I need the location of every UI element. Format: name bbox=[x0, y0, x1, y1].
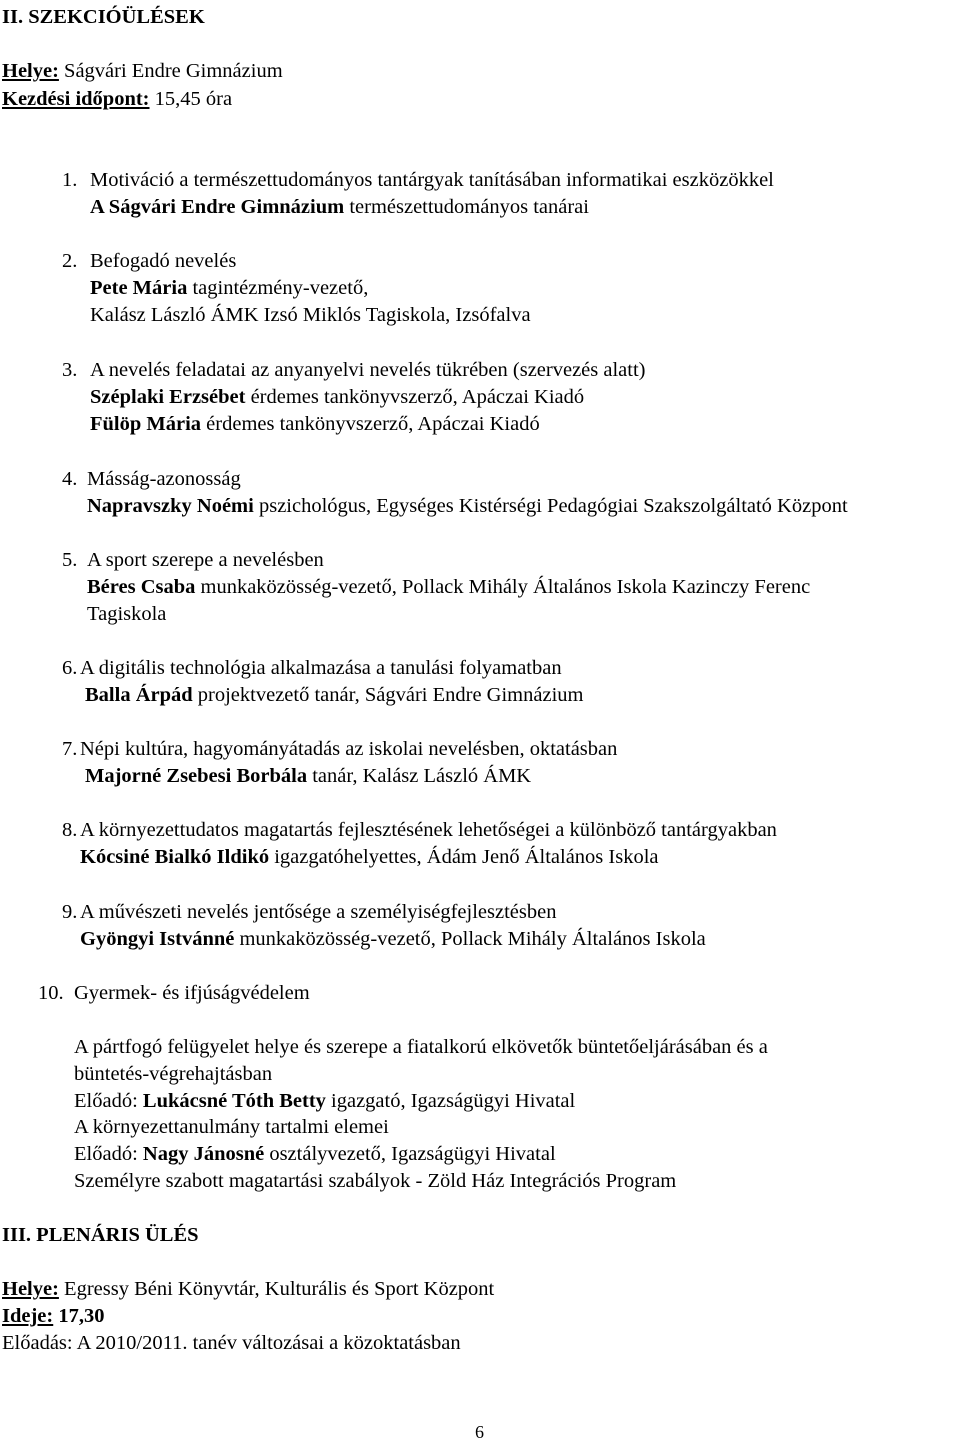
item-8-topic: A környezettudatos magatartás fejlesztésének lehetőségei a különböző tantárgyakban bbox=[80, 819, 777, 841]
page-number: 6 bbox=[475, 1422, 484, 1442]
section2-place bbox=[2, 58, 283, 85]
item-7-speaker bbox=[85, 763, 531, 790]
item-1-topic: Motiváció a természettudományos tantárgyak tanításában informatikai eszközökkel bbox=[90, 169, 774, 191]
item-5-topic: A sport szerepe a nevelésben bbox=[87, 549, 324, 571]
item-1-num: 1. bbox=[62, 169, 78, 191]
item-5-speaker-name: Béres Csaba bbox=[87, 576, 196, 598]
item-10-speaker-1-label: Előadó: bbox=[74, 1090, 138, 1112]
item-4-num: 4. bbox=[62, 468, 78, 490]
item-9-speaker-role: munkaközösség-vezető, Pollack Mihály Általános Iskola bbox=[239, 928, 706, 950]
section3-time-value: 17,30 bbox=[58, 1305, 105, 1327]
item-1-speaker-role: természettudományos tanárai bbox=[349, 196, 589, 218]
item-4-speaker-name: Napravszky Noémi bbox=[87, 495, 254, 517]
item-10-speaker-1-role: igazgató, Igazságügyi Hivatal bbox=[331, 1090, 576, 1112]
item-6-topic: A digitális technológia alkalmazása a tanulási folyamatban bbox=[80, 657, 562, 679]
item-2-speaker-name: Pete Mária bbox=[90, 277, 188, 299]
item-4-speaker-role: pszichológus, Egységes Kistérségi Pedagógiai Szakszolgáltató Központ bbox=[258, 495, 848, 517]
item-8-speaker bbox=[80, 844, 659, 871]
item-7-speaker-role: tanár, Kalász László ÁMK bbox=[312, 765, 532, 787]
item-9-num: 9. bbox=[62, 901, 78, 923]
item-10-topic: Gyermek- és ifjúságvédelem bbox=[74, 982, 310, 1004]
section3-talk: Előadás: A 2010/2011. tanév változásai a közoktatásban bbox=[2, 1332, 461, 1354]
item-1-speaker-name: A Ságvári Endre Gimnázium bbox=[90, 196, 345, 218]
section3-title: III. PLENÁRIS ÜLÉS bbox=[2, 1224, 199, 1246]
section2-start-label: Kezdési időpont: bbox=[2, 88, 150, 110]
item-7-topic: Népi kultúra, hagyományátadás az iskolai nevelésben, oktatásban bbox=[80, 738, 618, 760]
item-10-speaker-1-name: Lukácsné Tóth Betty bbox=[142, 1090, 326, 1112]
item-10-detail-line-4: Személyre szabott magatartási szabályok - Zöld Ház Integrációs Program bbox=[74, 1170, 677, 1192]
section2-place-value: Ságvári Endre Gimnázium bbox=[64, 60, 283, 82]
item-10-speaker-2-name: Nagy Jánosné bbox=[142, 1143, 265, 1165]
section2-title: II. SZEKCIÓÜLÉSEK bbox=[2, 6, 205, 28]
item-5-speaker-role: munkaközösség-vezető, Pollack Mihály Általános Iskola Kazinczy Ferenc bbox=[200, 576, 811, 598]
section2-place-label: Helye: bbox=[2, 60, 59, 82]
item-3-speaker-1-name: Széplaki Erzsébet bbox=[90, 386, 246, 408]
item-7-num: 7. bbox=[62, 738, 78, 760]
item-10-detail-line-1: A pártfogó felügyelet helye és szerepe a fiatalkorú elkövetők büntetőeljárásában és a bbox=[74, 1036, 768, 1058]
item-5-speaker-affiliation: Tagiskola bbox=[87, 603, 167, 625]
item-10-detail-line-3: A környezettanulmány tartalmi elemei bbox=[74, 1116, 389, 1138]
section3-place-value: Egressy Béni Könyvtár, Kulturális és Sport Központ bbox=[64, 1278, 495, 1300]
section3-place bbox=[2, 1276, 494, 1303]
item-1-speaker bbox=[90, 194, 589, 221]
item-10-num: 10. bbox=[38, 982, 64, 1004]
item-3-topic: A nevelés feladatai az anyanyelvi nevelés tükrében (szervezés alatt) bbox=[90, 359, 646, 381]
item-6-speaker-name: Balla Árpád bbox=[85, 684, 193, 706]
item-10-speaker-2-role: osztályvezető, Igazságügyi Hivatal bbox=[269, 1143, 556, 1165]
item-2-topic: Befogadó nevelés bbox=[90, 250, 237, 272]
item-6-num: 6. bbox=[62, 657, 78, 679]
item-4-speaker bbox=[87, 493, 848, 520]
section2-start-value: 15,45 óra bbox=[154, 88, 233, 110]
item-3-speaker-1 bbox=[90, 384, 584, 411]
item-10-detail-line-2: büntetés-végrehajtásban bbox=[74, 1063, 273, 1085]
item-3-speaker-1-role: érdemes tankönyvszerző, Apáczai Kiadó bbox=[250, 386, 585, 408]
item-10-speaker-2-label: Előadó: bbox=[74, 1143, 138, 1165]
section3-time-label: Ideje: bbox=[2, 1305, 54, 1327]
item-4-topic: Másság-azonosság bbox=[87, 468, 241, 490]
item-10-speaker-2 bbox=[74, 1141, 556, 1168]
item-9-speaker bbox=[80, 926, 706, 953]
section2-start bbox=[2, 86, 232, 113]
item-2-num: 2. bbox=[62, 250, 78, 272]
section3-place-label: Helye: bbox=[2, 1278, 59, 1300]
item-5-num: 5. bbox=[62, 549, 78, 571]
item-7-speaker-name: Majorné Zsebesi Borbála bbox=[85, 765, 308, 787]
item-9-topic: A művészeti nevelés jentősége a személyiségfejlesztésben bbox=[80, 901, 557, 923]
item-8-speaker-role: igazgatóhelyettes, Ádám Jenő Általános Iskola bbox=[274, 846, 659, 868]
item-3-speaker-2 bbox=[90, 411, 540, 438]
item-6-speaker-role: projektvezető tanár, Ságvári Endre Gimnázium bbox=[197, 684, 584, 706]
item-2-speaker-role: tagintézmény-vezető, bbox=[192, 277, 369, 299]
item-8-speaker-name: Kócsiné Bialkó Ildikó bbox=[80, 846, 270, 868]
item-3-speaker-2-name: Fülöp Mária bbox=[90, 413, 202, 435]
item-6-speaker bbox=[85, 682, 583, 709]
item-3-num: 3. bbox=[62, 359, 78, 381]
item-8-num: 8. bbox=[62, 819, 78, 841]
item-2-speaker-affiliation: Kalász László ÁMK Izsó Miklós Tagiskola, Izsófalva bbox=[90, 304, 531, 326]
item-2-speaker bbox=[90, 275, 368, 302]
section3-time bbox=[2, 1303, 104, 1330]
item-3-speaker-2-role: érdemes tankönyvszerző, Apáczai Kiadó bbox=[206, 413, 540, 435]
item-9-speaker-name: Gyöngyi Istvánné bbox=[80, 928, 235, 950]
item-5-speaker bbox=[87, 574, 810, 601]
item-10-speaker-1 bbox=[74, 1088, 575, 1115]
